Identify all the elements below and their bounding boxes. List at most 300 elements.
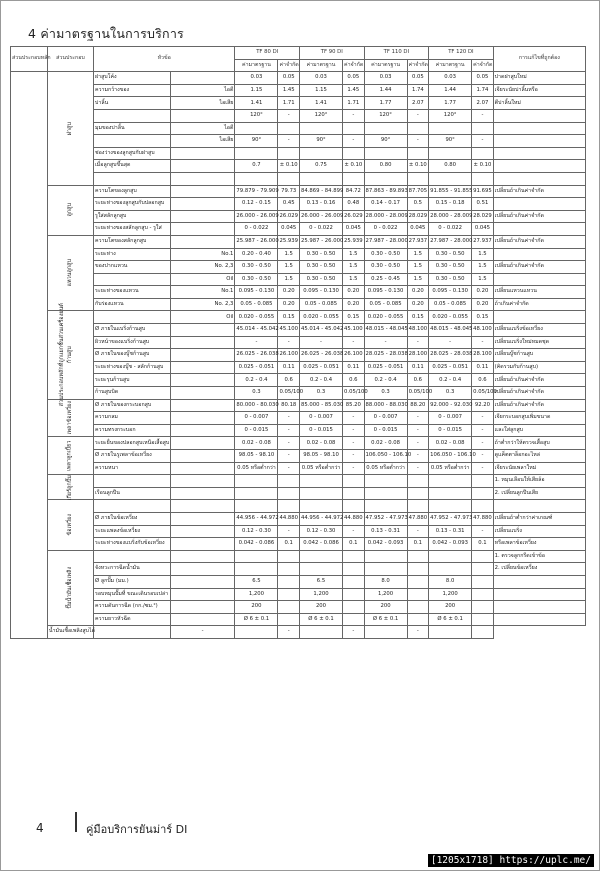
item-cell: ความทรงกระบอก — [94, 424, 171, 437]
table-row — [11, 626, 586, 639]
limit-value-cell — [407, 550, 429, 563]
limit-value-cell: 0.05 — [278, 72, 300, 85]
standard-value-cell: 1,200 — [299, 588, 342, 601]
limit-value-cell: 0.045 — [407, 223, 429, 236]
item-cell: เมื่อลูกสูบขึ้นสุด — [94, 160, 171, 173]
standard-value-cell — [429, 563, 472, 576]
item-cell: Ø ภายในของกระบอกสูบ — [94, 399, 171, 412]
table-row — [11, 172, 586, 185]
footer-book-title: คู่มือบริการยันม่าร์ DI — [86, 823, 188, 836]
sub-item-cell: No.1 — [170, 286, 235, 299]
standard-value-cell: 0.30 - 0.50 — [364, 261, 407, 274]
table-row — [11, 122, 586, 135]
standard-value-cell: 0.05 - 0.085 — [235, 298, 278, 311]
limit-value-cell: 79.73 — [278, 185, 300, 198]
remark-cell — [493, 601, 585, 614]
table-row — [11, 135, 586, 148]
limit-value-cell: 27.937 — [472, 235, 494, 248]
item-cell: ความกว้างของ — [94, 84, 171, 97]
standard-value-cell: 26.025 - 26.038 — [299, 349, 342, 362]
item-cell — [94, 500, 171, 513]
limit-value-cell: ± 0.10 — [472, 160, 494, 173]
limit-value-cell: 1.5 — [472, 248, 494, 261]
limit-value-cell: 25.939 — [343, 235, 365, 248]
standard-value-cell — [429, 500, 472, 513]
standard-value-cell: 0.042 - 0.086 — [299, 538, 342, 551]
standard-value-cell — [364, 172, 407, 185]
standard-value-cell: 90° — [299, 135, 342, 148]
remark-cell — [493, 575, 585, 588]
standard-value-cell: - — [343, 626, 365, 639]
standard-value-cell: 0.3 — [429, 387, 472, 400]
standard-value-cell: 0.095 - 0.130 — [364, 286, 407, 299]
remark-cell: เปลี่ยนถ้าเกินค่าจำกัด — [493, 374, 585, 387]
standard-value-cell — [299, 550, 342, 563]
standard-value-cell: 0.30 - 0.50 — [299, 273, 342, 286]
limit-value-cell — [407, 588, 429, 601]
item-cell: ระยะห่างของลูกสูบกับปลอกสูบ — [94, 198, 171, 211]
standard-value-cell: 6.5 — [235, 575, 278, 588]
sub-item-cell — [170, 538, 235, 551]
sub-item-cell — [170, 412, 235, 425]
table-row — [11, 475, 586, 488]
standard-value-cell: 44.956 - 44.972 — [299, 512, 342, 525]
sub-item-cell — [170, 235, 235, 248]
limit-value-cell: 0.15 — [472, 311, 494, 324]
limit-value-cell — [235, 626, 278, 639]
remark-cell — [493, 500, 585, 513]
limit-value-cell — [407, 601, 429, 614]
limit-value-cell: - — [278, 450, 300, 463]
group-label-cell — [47, 500, 93, 550]
sub-item-cell: No. 2,3 — [170, 298, 235, 311]
limit-value-cell: 0.15 — [278, 311, 300, 324]
table-row — [11, 147, 586, 160]
sub-item-cell — [170, 500, 235, 513]
limit-value-cell — [343, 575, 365, 588]
footer-page-number: 4 — [36, 821, 44, 835]
limit-value-cell — [278, 122, 300, 135]
item-cell: ความกลม — [94, 412, 171, 425]
standard-value-cell: 1.41 — [299, 97, 342, 110]
standard-value-cell: 84.869 - 84.899 — [299, 185, 342, 198]
remark-cell — [493, 122, 585, 135]
remark-cell — [493, 311, 585, 324]
limit-value-cell — [472, 172, 494, 185]
item-cell: Ø ลูกปั๊ม (มม.) — [94, 575, 171, 588]
limit-value-cell: 1.5 — [343, 273, 365, 286]
item-cell — [94, 475, 171, 488]
standard-value-cell — [364, 500, 407, 513]
standard-value-cell — [299, 487, 342, 500]
remark-cell — [493, 588, 585, 601]
standard-value-cell: 0.02 - 0.08 — [299, 437, 342, 450]
table-row — [11, 248, 586, 261]
item-cell: เรือนลูกปืน — [94, 487, 171, 500]
limit-value-cell — [343, 613, 365, 626]
standard-value-cell: 0 - 0.007 — [235, 412, 278, 425]
remark-cell: (คิดรวมกับก้านสูบ) — [493, 361, 585, 374]
remark-cell: เปลี่ยนแบริ่งข้อเหวี่ยง — [493, 324, 585, 337]
standard-value-cell — [299, 500, 342, 513]
standard-value-cell — [429, 172, 472, 185]
standard-value-cell: 1.77 — [429, 97, 472, 110]
table-row — [11, 374, 586, 387]
limit-value-cell — [472, 500, 494, 513]
sub-item-cell — [170, 512, 235, 525]
limit-value-cell: - — [472, 462, 494, 475]
standard-value-cell: 1.44 — [429, 84, 472, 97]
table-row — [11, 487, 586, 500]
limit-value-cell — [343, 588, 365, 601]
limit-value-cell: - — [472, 336, 494, 349]
limit-value-cell: 25.939 — [278, 235, 300, 248]
standard-value-cell: 0.03 — [299, 72, 342, 85]
remark-cell: 2. เปลี่ยนลูกปืนเสีย — [493, 487, 585, 500]
group-label: ก้านสูบ — [66, 346, 73, 364]
group-label-cell — [47, 550, 93, 626]
limit-value-cell: 1.5 — [343, 261, 365, 274]
limit-value-cell — [472, 475, 494, 488]
item-cell — [94, 311, 171, 324]
limit-value-cell: - — [278, 336, 300, 349]
standard-value-cell: 44.956 - 44.972 — [235, 512, 278, 525]
table-row — [11, 72, 586, 85]
remark-cell: เปลี่ยนถ้าเกินค่าจำกัด — [493, 235, 585, 248]
sub-item-cell: ไอเสีย — [170, 97, 235, 110]
group-label-cell — [47, 185, 93, 235]
system-label: ส่วนประกอบหลักที่ถูกแยกชิ้นส่วนเครื่องยนต์ — [58, 303, 65, 407]
item-cell: กับร่องแหวน — [94, 298, 171, 311]
standard-value-cell: - — [278, 626, 300, 639]
standard-value-cell: 0.30 - 0.50 — [235, 273, 278, 286]
limit-value-cell: - — [343, 135, 365, 148]
standard-value-cell — [429, 122, 472, 135]
standard-value-cell: 0.025 - 0.051 — [235, 361, 278, 374]
table-row — [11, 235, 586, 248]
limit-value-cell — [364, 626, 407, 639]
standard-value-cell: 120° — [364, 109, 407, 122]
standard-value-cell — [429, 475, 472, 488]
sub-item-cell — [170, 387, 235, 400]
standard-value-cell — [235, 563, 278, 576]
spec-table-wrapper — [10, 46, 586, 796]
standard-value-cell: 0.020 - 0.055 — [429, 311, 472, 324]
standard-value-cell: 0.03 — [235, 72, 278, 85]
sub-item-cell — [170, 361, 235, 374]
standard-value-cell: - — [429, 336, 472, 349]
standard-value-cell: 0 - 0.022 — [429, 223, 472, 236]
table-row — [11, 336, 586, 349]
item-cell: ระยะห่าง — [94, 248, 171, 261]
table-row — [11, 261, 586, 274]
limit-value-cell: 0.045 — [278, 223, 300, 236]
sub-item-cell — [170, 550, 235, 563]
remark-cell: เปลี่ยนถ้าต่ำกว่าค่าเกณฑ์ — [493, 512, 585, 525]
standard-value-cell: 0.3 — [364, 387, 407, 400]
standard-value-cell: 92.000 - 92.030 — [429, 399, 472, 412]
limit-value-cell: - — [343, 525, 365, 538]
limit-value-cell: 28.029 — [472, 210, 494, 223]
limit-value-cell — [343, 147, 365, 160]
footer-divider — [75, 812, 77, 832]
limit-value-cell: 0.20 — [343, 286, 365, 299]
spec-table-body — [11, 72, 586, 639]
header-std: ค่ามาตรฐาน — [299, 59, 342, 72]
sub-item-cell: No. 2,3 — [170, 261, 235, 274]
group-label-cell — [47, 72, 93, 185]
item-cell: ความโตของสลักลูกสูบ — [94, 235, 171, 248]
limit-value-cell: - — [343, 412, 365, 425]
limit-value-cell — [278, 563, 300, 576]
remark-cell: เปลี่ยนถ้าเกินค่าจำกัด — [493, 399, 585, 412]
standard-value-cell: - — [235, 336, 278, 349]
table-row — [11, 450, 586, 463]
sub-item-cell — [170, 160, 235, 173]
header-row-models — [11, 47, 586, 60]
item-cell — [94, 550, 171, 563]
standard-value-cell: 0.025 - 0.051 — [364, 361, 407, 374]
sub-item-cell — [170, 437, 235, 450]
standard-value-cell: 0 - 0.015 — [299, 424, 342, 437]
limit-value-cell: ± 0.10 — [278, 160, 300, 173]
standard-value-cell: 0 - 0.007 — [429, 412, 472, 425]
standard-value-cell: 0.095 - 0.130 — [429, 286, 472, 299]
group-label-cell — [47, 311, 93, 399]
limit-value-cell: 0.20 — [407, 298, 429, 311]
table-row — [11, 563, 586, 576]
standard-value-cell — [429, 147, 472, 160]
table-row — [11, 512, 586, 525]
table-row — [11, 324, 586, 337]
table-row — [11, 550, 586, 563]
limit-value-cell: 0.6 — [278, 374, 300, 387]
sub-item-cell: No.1 — [170, 248, 235, 261]
standard-value-cell: 0.025 - 0.051 — [429, 361, 472, 374]
standard-value-cell: 0.80 — [364, 160, 407, 173]
limit-value-cell — [472, 550, 494, 563]
limit-value-cell: 0.6 — [343, 374, 365, 387]
standard-value-cell: - — [299, 336, 342, 349]
standard-value-cell: 1.77 — [364, 97, 407, 110]
limit-value-cell: 80.18 — [278, 399, 300, 412]
limit-value-cell: 1.5 — [407, 261, 429, 274]
remark-cell: ดูแค็ตตาล็อกอะไหล่ — [493, 450, 585, 463]
table-row — [11, 298, 586, 311]
sub-item-cell: ไอดี — [170, 84, 235, 97]
limit-value-cell: - — [343, 109, 365, 122]
limit-value-cell: 0.1 — [278, 538, 300, 551]
limit-value-cell: 0.20 — [407, 286, 429, 299]
standard-value-cell: 0.02 - 0.08 — [364, 437, 407, 450]
limit-value-cell — [407, 172, 429, 185]
limit-value-cell: ± 0.10 — [343, 160, 365, 173]
standard-value-cell — [235, 500, 278, 513]
sub-item-cell — [170, 424, 235, 437]
standard-value-cell: 0.30 - 0.50 — [429, 248, 472, 261]
standard-value-cell: 88.000 - 88.030 — [364, 399, 407, 412]
standard-value-cell: 0.13 - 0.16 — [299, 198, 342, 211]
limit-value-cell: 47.880 — [472, 512, 494, 525]
standard-value-cell — [299, 172, 342, 185]
remark-cell: เจียกระบอกสูบเพิ่มขนาด — [493, 412, 585, 425]
limit-value-cell: 45.100 — [278, 324, 300, 337]
limit-value-cell — [472, 487, 494, 500]
standard-value-cell: 25.987 - 26.000 — [299, 235, 342, 248]
limit-value-cell — [299, 626, 342, 639]
standard-value-cell: 85.000 - 85.030 — [299, 399, 342, 412]
standard-value-cell: 0.80 — [429, 160, 472, 173]
table-row — [11, 525, 586, 538]
limit-value-cell: - — [407, 109, 429, 122]
standard-value-cell: 0.095 - 0.130 — [235, 286, 278, 299]
standard-value-cell: 80.000 - 80.030 — [235, 399, 278, 412]
sub-item-cell — [170, 563, 235, 576]
standard-value-cell: 0.095 - 0.130 — [299, 286, 342, 299]
limit-value-cell: 1.5 — [472, 273, 494, 286]
limit-value-cell: 91.695 — [472, 185, 494, 198]
standard-value-cell: 26.025 - 26.038 — [235, 349, 278, 362]
limit-value-cell: - — [472, 450, 494, 463]
item-cell: ความดันการฉีด (กก./ซม.²) — [94, 601, 171, 614]
limit-value-cell: 26.029 — [278, 210, 300, 223]
limit-value-cell: - — [278, 135, 300, 148]
header-item: หัวข้อ — [94, 47, 235, 72]
limit-value-cell: 0.20 — [472, 286, 494, 299]
limit-value-cell: 1.5 — [278, 273, 300, 286]
standard-value-cell: 1.41 — [235, 97, 278, 110]
standard-value-cell: 6.5 — [299, 575, 342, 588]
standard-value-cell: 0.25 - 0.45 — [364, 273, 407, 286]
item-cell: Ø ภายในแบริ่งก้านสูบ — [94, 324, 171, 337]
header-model: TF 110 DI — [364, 47, 429, 60]
limit-value-cell: 0.20 — [278, 286, 300, 299]
standard-value-cell: 48.015 - 48.045 — [429, 324, 472, 337]
remark-cell: เจียระนัยบ่าลิ้นหรือ — [493, 84, 585, 97]
group-label: ข้อเหวี่ยง — [66, 514, 73, 536]
limit-value-cell: - — [343, 450, 365, 463]
limit-value-cell: ± 0.10 — [407, 160, 429, 173]
standard-value-cell: 0.05 หรือต่ำกว่า — [235, 462, 278, 475]
limit-value-cell — [278, 475, 300, 488]
group-label: เกียร์ลูกปั๊ม — [66, 474, 73, 500]
standard-value-cell: 0 - 0.022 — [364, 223, 407, 236]
limit-value-cell: - — [278, 424, 300, 437]
limit-value-cell — [407, 487, 429, 500]
table-row — [11, 109, 586, 122]
item-cell: ระยะห่างของแบริ่งกับข้อเหวี่ยง — [94, 538, 171, 551]
standard-value-cell: 0.7 — [235, 160, 278, 173]
limit-value-cell: - — [472, 109, 494, 122]
limit-value-cell: 28.029 — [407, 210, 429, 223]
system-label-cell — [11, 72, 65, 639]
remark-cell: ถ้าต่ำกว่าให้ตรวจเสื้อสูบ — [493, 437, 585, 450]
standard-value-cell — [429, 550, 472, 563]
standard-value-cell: 0.30 - 0.50 — [364, 248, 407, 261]
limit-value-cell: 1.74 — [472, 84, 494, 97]
limit-value-cell — [472, 122, 494, 135]
table-row — [11, 160, 586, 173]
standard-value-cell: Ø 6 ± 0.1 — [429, 613, 472, 626]
sub-item-cell — [170, 487, 235, 500]
table-row — [11, 185, 586, 198]
table-row — [11, 273, 586, 286]
limit-value-cell: 0.20 — [343, 298, 365, 311]
standard-value-cell: Ø 6 ± 0.1 — [299, 613, 342, 626]
standard-value-cell: 0.30 - 0.50 — [429, 261, 472, 274]
remark-cell: เปลี่ยนแบริ่งใหม่หมดชุด — [493, 336, 585, 349]
table-row — [11, 538, 586, 551]
limit-value-cell: - — [407, 525, 429, 538]
limit-value-cell: 0.1 — [343, 538, 365, 551]
standard-value-cell — [235, 147, 278, 160]
standard-value-cell — [364, 122, 407, 135]
item-cell: ความหนา — [94, 462, 171, 475]
limit-value-cell: 44.880 — [278, 512, 300, 525]
limit-value-cell: 0.20 — [278, 298, 300, 311]
standard-value-cell: 87.863 - 89.893 — [364, 185, 407, 198]
item-cell: รูใส่สลักลูกสูบ — [94, 210, 171, 223]
limit-value-cell — [407, 500, 429, 513]
limit-value-cell — [407, 122, 429, 135]
limit-value-cell: 0.20 — [472, 298, 494, 311]
standard-value-cell — [299, 563, 342, 576]
standard-value-cell: 8.0 — [364, 575, 407, 588]
table-row — [11, 84, 586, 97]
remark-cell: เปลี่ยนถ้าเกินค่าจำกัด — [493, 210, 585, 223]
header-limit: ค่าจำกัด — [472, 59, 494, 72]
sub-item-cell — [170, 588, 235, 601]
standard-value-cell: 1.44 — [364, 84, 407, 97]
limit-value-cell — [343, 487, 365, 500]
limit-value-cell — [278, 147, 300, 160]
remark-cell — [493, 273, 585, 286]
limit-value-cell: 1.5 — [407, 248, 429, 261]
remark-cell: และใส่ลูกสูบ — [493, 424, 585, 437]
sub-item-cell — [170, 575, 235, 588]
limit-value-cell — [278, 487, 300, 500]
sub-item-cell — [170, 198, 235, 211]
standard-value-cell: 1.15 — [299, 84, 342, 97]
sub-item-cell — [170, 613, 235, 626]
remark-cell — [493, 160, 585, 173]
limit-value-cell: - — [472, 412, 494, 425]
standard-value-cell — [299, 147, 342, 160]
standard-value-cell: 0.042 - 0.093 — [364, 538, 407, 551]
table-row — [11, 588, 586, 601]
sub-item-cell — [170, 399, 235, 412]
table-row — [11, 387, 586, 400]
standard-value-cell: - — [407, 626, 429, 639]
table-row — [11, 613, 586, 626]
standard-value-cell — [429, 487, 472, 500]
standard-value-cell: 0.05 - 0.085 — [364, 298, 407, 311]
group-label: ปั๊มน้ำมันเชื้อเพลิง — [66, 567, 73, 609]
remark-cell — [493, 135, 585, 148]
standard-value-cell: 1,200 — [364, 588, 407, 601]
group-label-cell — [47, 235, 93, 311]
limit-value-cell: 0.1 — [472, 538, 494, 551]
group-label: ฝาสูบ — [66, 121, 73, 135]
standard-value-cell: 200 — [299, 601, 342, 614]
group-label: ลูกสูบ — [66, 203, 73, 217]
item-cell: รอบหมุนปั๊มที่ ขณะเดินรอบเปล่า — [94, 588, 171, 601]
header-limit: ค่าจำกัด — [407, 59, 429, 72]
limit-value-cell: 87.705 — [407, 185, 429, 198]
sub-item-cell — [170, 223, 235, 236]
standard-value-cell: 90° — [364, 135, 407, 148]
sub-item-cell — [170, 525, 235, 538]
